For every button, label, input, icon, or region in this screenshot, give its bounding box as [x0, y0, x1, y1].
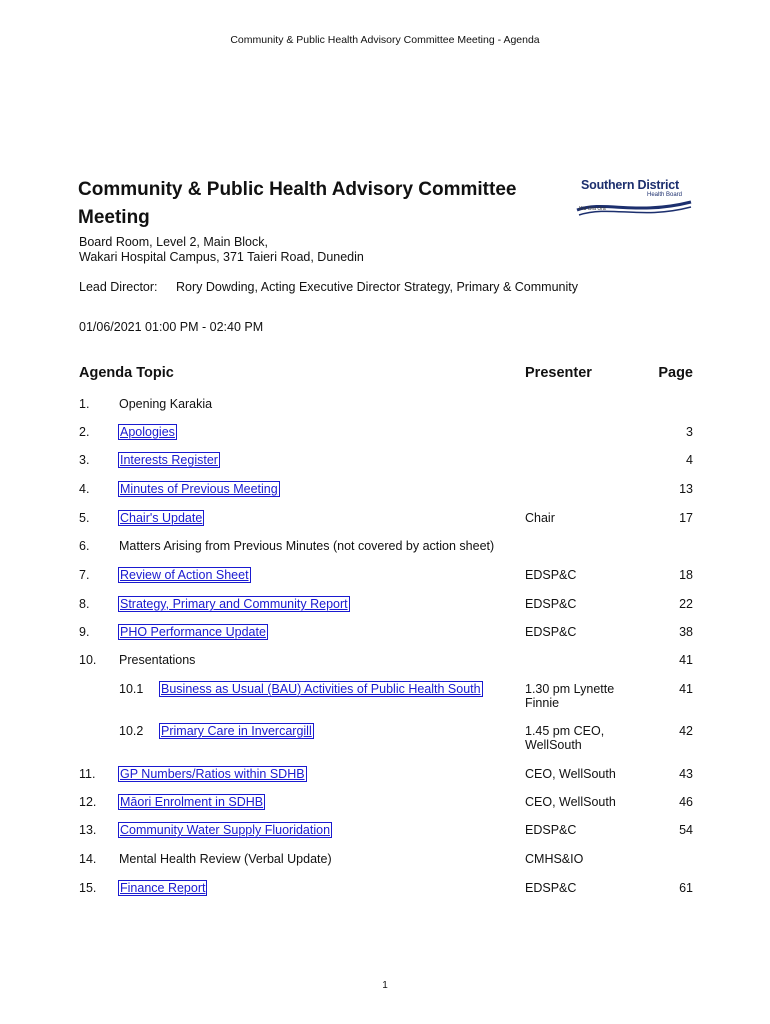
- page-number: 18: [679, 568, 693, 582]
- presenter: EDSP&C: [525, 881, 577, 895]
- southern-district-logo: [575, 178, 693, 218]
- column-header-page: Page: [658, 365, 693, 381]
- agenda-link-interests-register[interactable]: Interests Register: [120, 453, 218, 467]
- presenter: EDSP&C: [525, 597, 577, 611]
- agenda-link-chairs-update[interactable]: Chair's Update: [120, 511, 203, 525]
- agenda-link-maori-enrolment[interactable]: Māori Enrolment in SDHB: [120, 795, 264, 809]
- page-number: 22: [679, 597, 693, 611]
- item-number: 12.: [79, 795, 97, 809]
- footer-page-number: 1: [382, 980, 388, 991]
- agenda-link-action-sheet[interactable]: Review of Action Sheet: [120, 568, 249, 582]
- presenter: EDSP&C: [525, 625, 577, 639]
- agenda-topic: Matters Arising from Previous Minutes (not covered by action sheet): [119, 539, 495, 553]
- column-header-presenter: Presenter: [525, 365, 592, 381]
- presenter: Finnie: [525, 696, 560, 710]
- page-number: 46: [679, 795, 693, 809]
- location-line-1: Board Room, Level 2, Main Block,: [79, 235, 268, 249]
- page-number: 17: [679, 511, 693, 525]
- item-number: 2.: [79, 425, 90, 439]
- page-number: 3: [686, 425, 693, 439]
- logo-wave-icon: [575, 190, 693, 220]
- presenter: Chair: [525, 511, 555, 525]
- item-number: 5.: [79, 511, 90, 525]
- item-number: 4.: [79, 482, 90, 496]
- page-title: Community & Public Health Advisory Committee Meeting: [78, 179, 517, 228]
- column-header-topic: Agenda Topic: [79, 365, 174, 381]
- meeting-datetime: 01/06/2021 01:00 PM - 02:40 PM: [79, 320, 264, 334]
- lead-director-label: Lead Director:: [79, 280, 158, 294]
- presenter: EDSP&C: [525, 823, 577, 837]
- subitem-number: 10.1: [119, 682, 144, 696]
- location-line-2: Wakari Hospital Campus, 371 Taieri Road, Dunedin: [79, 250, 364, 264]
- item-number: 8.: [79, 597, 90, 611]
- agenda-link-water-fluoridation[interactable]: Community Water Supply Fluoridation: [120, 823, 331, 837]
- presenter: CEO, WellSouth: [525, 767, 616, 781]
- agenda-link-bau-activities[interactable]: Business as Usual (BAU) Activities of Public Health South: [161, 682, 481, 696]
- agenda-link-primary-care-invercargill[interactable]: Primary Care in Invercargill: [161, 724, 312, 738]
- presenter: 1.30 pm Lynette: [525, 682, 615, 696]
- item-number: 7.: [79, 568, 90, 582]
- page-number: 43: [679, 767, 693, 781]
- item-number: 6.: [79, 539, 90, 553]
- item-number: 14.: [79, 852, 97, 866]
- subitem-number: 10.2: [119, 724, 144, 738]
- agenda-link-minutes[interactable]: Minutes of Previous Meeting: [120, 482, 278, 496]
- page-number: 41: [679, 653, 693, 667]
- page-number: 54: [679, 823, 693, 837]
- agenda-link-strategy-report[interactable]: Strategy, Primary and Community Report: [120, 597, 348, 611]
- page-number: 41: [679, 682, 693, 696]
- agenda-topic: Mental Health Review (Verbal Update): [119, 852, 332, 866]
- agenda-topic: Presentations: [119, 653, 196, 667]
- page-number: 42: [679, 724, 693, 738]
- agenda-topic: Opening Karakia: [119, 397, 213, 411]
- lead-director-value: Rory Dowding, Acting Executive Director Strategy, Primary & Community: [176, 280, 578, 294]
- presenter: 1.45 pm CEO,: [525, 724, 605, 738]
- logo-sub: Health Board: [647, 192, 683, 198]
- item-number: 1.: [79, 397, 90, 411]
- item-number: 15.: [79, 881, 97, 895]
- logo-tagline: Kia Ora Ora: [579, 206, 606, 212]
- page-number: 13: [679, 482, 693, 496]
- agenda-link-gp-numbers[interactable]: GP Numbers/Ratios within SDHB: [120, 767, 305, 781]
- logo-name: Southern District: [581, 178, 679, 192]
- presenter: CEO, WellSouth: [525, 795, 616, 809]
- presenter: WellSouth: [525, 738, 582, 752]
- item-number: 10.: [79, 653, 97, 667]
- agenda-link-finance-report[interactable]: Finance Report: [120, 881, 206, 895]
- page-number: 61: [679, 881, 693, 895]
- agenda-link-pho-performance[interactable]: PHO Performance Update: [120, 625, 266, 639]
- presenter: CMHS&IO: [525, 852, 584, 866]
- agenda-link-apologies[interactable]: Apologies: [120, 425, 175, 439]
- presenter: EDSP&C: [525, 568, 577, 582]
- item-number: 13.: [79, 823, 97, 837]
- item-number: 11.: [79, 767, 96, 781]
- page-number: 38: [679, 625, 693, 639]
- page-number: 4: [686, 453, 693, 467]
- running-header: Community & Public Health Advisory Committee Meeting - Agenda: [230, 34, 540, 46]
- item-number: 9.: [79, 625, 90, 639]
- item-number: 3.: [79, 453, 90, 467]
